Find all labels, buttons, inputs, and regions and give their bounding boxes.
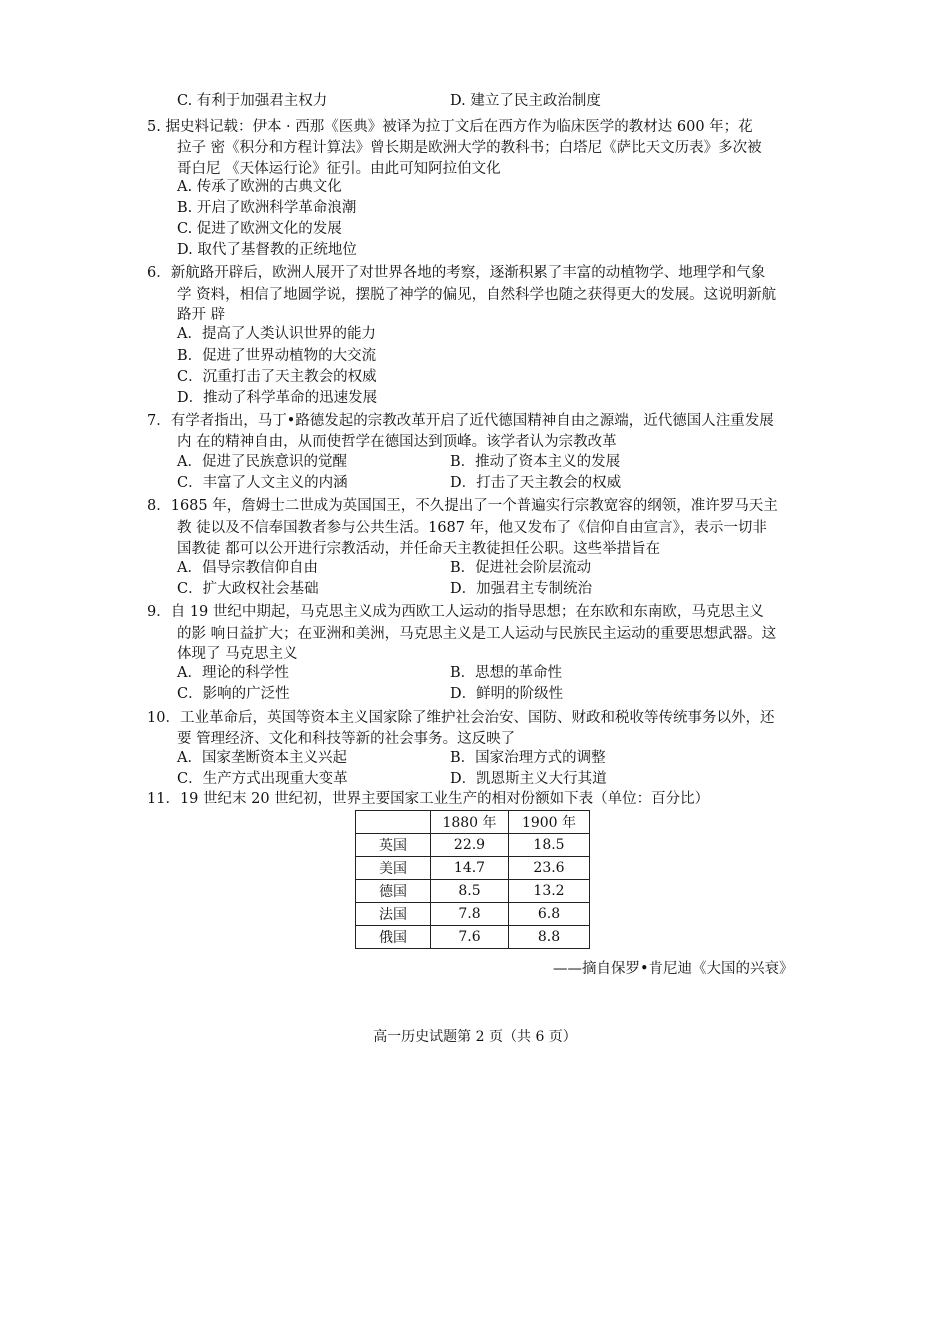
option-b: B．推动了资本主义的发展 bbox=[450, 454, 621, 470]
table-cell: 18.5 bbox=[509, 834, 590, 857]
question-text-line: 7．有学者指出，马丁•路德发起的宗教改革开启了近代德国精神自由之源端，近代德国人注重发展 bbox=[147, 413, 774, 429]
option-b: B. 开启了欧洲科学革命浪潮 bbox=[177, 200, 357, 216]
question-text-line: 哥白尼 《天体运行论》征引。由此可知阿拉伯文化 bbox=[177, 161, 501, 177]
question-text-line: 的影 响日益扩大；在亚洲和美洲，马克思主义是工人运动与民族民主运动的重要思想武器。这 bbox=[177, 626, 777, 642]
option-d: D．鲜明的阶级性 bbox=[450, 686, 564, 702]
question-text-line: 5. 据史料记载：伊本 · 西那《医典》被译为拉丁文后在西方作为临床医学的教材达 600 年；花 bbox=[147, 119, 753, 135]
table-source-citation: ——摘自保罗•肯尼迪《大国的兴衰》 bbox=[553, 961, 794, 977]
table-cell: 法国 bbox=[356, 903, 431, 926]
question-text-line: 学 资料，相信了地圆学说，摆脱了神学的偏见，自然科学也随之获得更大的发展。这说明新航 bbox=[177, 287, 777, 303]
question-text-line: 9．自 19 世纪中期起，马克思主义成为西欧工人运动的指导思想；在东欧和东南欧，马克思主义 bbox=[147, 604, 764, 620]
option-b: B．国家治理方式的调整 bbox=[450, 750, 606, 766]
question-text-line: 内 在的精神自由，从而使哲学在德国达到顶峰。该学者认为宗教改革 bbox=[177, 434, 617, 450]
table-row bbox=[356, 880, 590, 903]
option-d: D．推动了科学革命的迅速发展 bbox=[177, 390, 378, 406]
option-a: A．理论的科学性 bbox=[177, 665, 289, 681]
table-header-row bbox=[356, 811, 590, 834]
option-c: C．影响的广泛性 bbox=[177, 686, 290, 702]
table-header-cell bbox=[356, 811, 431, 834]
question-text-line: 要 管理经济、文化和科技等新的社会事务。这反映了 bbox=[177, 731, 516, 747]
option-c: C．扩大政权社会基础 bbox=[177, 581, 319, 597]
table-header-cell: 1880 年 bbox=[431, 811, 509, 834]
table-cell: 23.6 bbox=[509, 857, 590, 880]
prev-option-c: C. 有利于加强君主权力 bbox=[177, 93, 328, 109]
table-cell: 7.6 bbox=[431, 926, 509, 949]
option-b: B．促进社会阶层流动 bbox=[450, 560, 592, 576]
prev-option-d: D. 建立了民主政治制度 bbox=[450, 93, 601, 109]
question-text-line: 国教徒 都可以公开进行宗教活动，并任命天主教徒担任公职。这些举措旨在 bbox=[177, 541, 661, 557]
option-a: A．提高了人类认识世界的能力 bbox=[177, 326, 376, 342]
option-b: B．促进了世界动植物的大交流 bbox=[177, 348, 377, 364]
option-a: A．倡导宗教信仰自由 bbox=[177, 560, 318, 576]
question-text-line: 10．工业革命后，英国等资本主义国家除了维护社会治安、国防、财政和税收等传统事务以外，还 bbox=[147, 710, 775, 726]
table-row bbox=[356, 903, 590, 926]
table-cell: 13.2 bbox=[509, 880, 590, 903]
table-cell: 8.5 bbox=[431, 880, 509, 903]
table-cell: 俄国 bbox=[356, 926, 431, 949]
table-cell: 7.8 bbox=[431, 903, 509, 926]
question-text-line: 6．新航路开辟后，欧洲人展开了对世界各地的考察，逐渐积累了丰富的动植物学、地理学和气象 bbox=[147, 265, 766, 281]
option-a: A．国家垄断资本主义兴起 bbox=[177, 750, 347, 766]
question-text-line: 路开 辟 bbox=[177, 307, 226, 323]
option-c: C．生产方式出现重大变革 bbox=[177, 771, 348, 787]
table-row bbox=[356, 857, 590, 880]
question-text-line: 体现了 马克思主义 bbox=[177, 646, 298, 662]
question-text-line: 11．19 世纪末 20 世纪初，世界主要国家工业生产的相对份额如下表（单位：百分比） bbox=[147, 791, 710, 807]
table-cell: 8.8 bbox=[509, 926, 590, 949]
table-row bbox=[356, 926, 590, 949]
question-text-line: 8．1685 年，詹姆士二世成为英国国王，不久提出了一个普遍实行宗教宽容的纲领，准许罗马天主 bbox=[147, 498, 778, 514]
question-text-line: 拉子 密《积分和方程计算法》曾长期是欧洲大学的教科书；白塔尼《萨比天文历表》多次被 bbox=[177, 140, 762, 156]
table-cell: 英国 bbox=[356, 834, 431, 857]
option-d: D．凯恩斯主义大行其道 bbox=[450, 771, 607, 787]
option-d: D．打击了天主教会的权威 bbox=[450, 475, 622, 491]
industrial-share-table bbox=[355, 810, 590, 949]
table-cell: 14.7 bbox=[431, 857, 509, 880]
option-c: C．丰富了人文主义的内涵 bbox=[177, 475, 348, 491]
option-d: D．加强君主专制统治 bbox=[450, 581, 593, 597]
option-c: C. 促进了欧洲文化的发展 bbox=[177, 221, 342, 237]
option-a: A．促进了民族意识的觉醒 bbox=[177, 454, 347, 470]
table-row bbox=[356, 834, 590, 857]
page-footer: 高一历史试题第 2 页（共 6 页） bbox=[373, 1029, 577, 1045]
question-text-line: 教 徒以及不信奉国教者参与公共生活。1687 年，他又发布了《信仰自由宣言》，表示一切非 bbox=[177, 520, 767, 536]
table-cell: 22.9 bbox=[431, 834, 509, 857]
table-cell: 德国 bbox=[356, 880, 431, 903]
option-d: D. 取代了基督教的正统地位 bbox=[177, 242, 357, 258]
option-a: A. 传承了欧洲的古典文化 bbox=[177, 179, 342, 195]
table-cell: 6.8 bbox=[509, 903, 590, 926]
table-header-cell: 1900 年 bbox=[509, 811, 590, 834]
option-b: B．思想的革命性 bbox=[450, 665, 563, 681]
table-cell: 美国 bbox=[356, 857, 431, 880]
option-c: C．沉重打击了天主教会的权威 bbox=[177, 369, 377, 385]
